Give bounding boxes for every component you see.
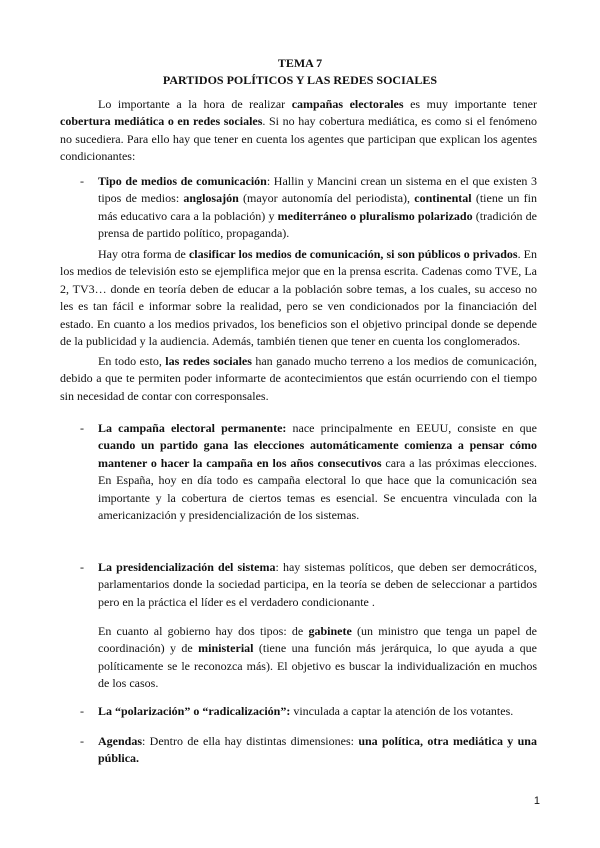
page-number: 1 — [533, 795, 540, 807]
bullet-dash: - — [80, 560, 84, 574]
intro-paragraph: Lo importante a la hora de realizar campañas electorales es muy importante tener cobertura mediática o en redes sociales. Si no hay cobertura mediática, es como si el fenómeno no sucediera. Para ello hay que tener en cuenta los agentes que participan que explican los agentes condicionantes: — [60, 97, 537, 164]
media-classification-paragraph: Hay otra forma de clasificar los medios de comunicación, si son públicos o privados. En los medios de televisión esto se ejemplifica mejor que en la prensa escrita. Cadenas como TVE, La 2, TV3… donde en teoría deben de educar a la población sobre temas, a los cuales, su acceso no les es tan fácil e informar sobre la realidad, pero se ven condicionados por la financiación del estado. En cuanto a los medios privados, los beneficios son el objetivo principal donde se depende de la publicidad y la audiencia. Además, también tienen que tener en cuenta los conglomerados. — [60, 247, 537, 349]
bullet-permanent-campaign: La campaña electoral permanente: nace principalmente en EEUU, consiste en que cuando un partido gana las elecciones automáticamente comienza a pensar cómo mantener o hacer la campaña en los años consecutivos cara a las próximas elecciones. En España, hoy en día todo es campaña electoral lo que hace que la comunicación sea importante y la cobertura de ciertos temas es esencial. Se encuentra vinculada con la americanización y presidencialización de los sistemas. — [98, 421, 537, 523]
bullet-polarization: La “polarización” o “radicalización”: vinculada a captar la atención de los votantes. — [98, 704, 514, 718]
social-networks-paragraph: En todo esto, las redes sociales han ganado mucho terreno a los medios de comunicación, debido a que te permiten poder informarte de acontecimientos que están ocurriendo con el tiempo sin necesidad de contar con corresponsales. — [60, 354, 537, 403]
bullet-dash: - — [80, 734, 84, 748]
page-title: PARTIDOS POLÍTICOS Y LAS REDES SOCIALES — [162, 73, 438, 87]
bullet-dash: - — [80, 421, 84, 435]
bullet-dash: - — [80, 174, 84, 188]
government-types-paragraph: En cuanto al gobierno hay dos tipos: de gabinete (un ministro que tenga un papel de coordinación) y de ministerial (tiene una función más jerárquica, lo que ayuda a que políticamente se le reconozca más). El objetivo es buscar la individualización en muchos de los casos. — [98, 624, 537, 691]
bullet-presidentialization: La presidencialización del sistema: hay sistemas políticos, que deben ser democráticos, parlamentarios donde la sociedad participa, en la teoría se deben de seleccionar a partidos pero en la práctica el líder es el verdadero condicionante . — [98, 560, 537, 609]
bullet-media-types: Tipo de medios de comunicación: Hallin y Mancini crean un sistema en el que existen 3 tipos de medios: anglosajón (mayor autonomía del periodista), continental (tiene un fin más educativo cara a la población) y mediterráneo o pluralismo polarizado (tradición de prensa de partido político, propaganda). — [98, 174, 537, 241]
topic-heading: TEMA 7 — [277, 56, 323, 70]
bullet-dash: - — [80, 704, 84, 718]
bullet-agendas: Agendas: Dentro de ella hay distintas dimensiones: una política, otra mediática y una pública. — [98, 734, 537, 766]
